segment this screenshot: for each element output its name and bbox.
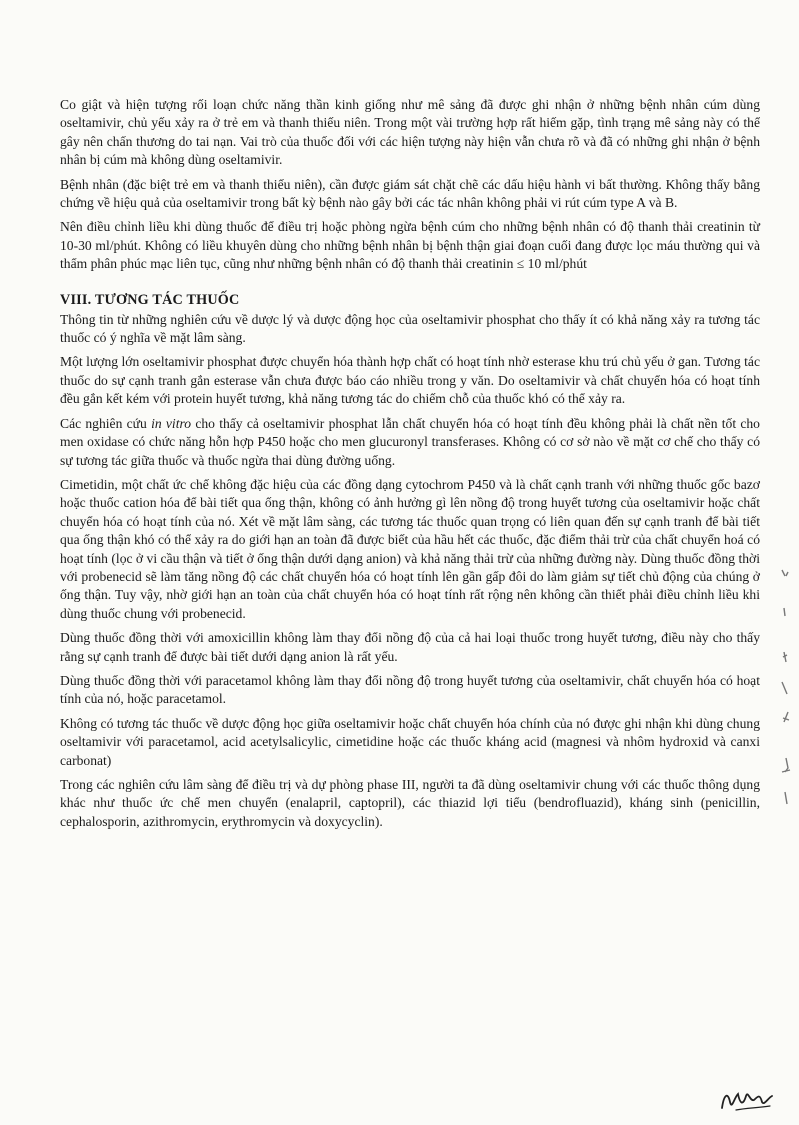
paragraph-interactions-intro: Thông tin từ những nghiên cứu về dược lý và dược động học của oseltamivir phosphat cho thấy ít có khả năng xảy ra tương tác thuốc có ý nghĩa về mặt lâm sàng.	[60, 311, 760, 346]
margin-marks	[772, 560, 799, 830]
paragraph-amoxicillin: Dùng thuốc đồng thời với amoxicillin không làm thay đổi nồng độ của cả hai loại thuốc trong huyết tương, điều này cho thấy rằng sự cạnh tranh để được bài tiết dưới dạng anion là rất yếu.	[60, 630, 760, 664]
in-vitro-italic: in vitro	[151, 415, 192, 431]
paragraph-esterase: Một lượng lớn oseltamivir phosphat được chuyển hóa thành hợp chất có hoạt tính nhờ esterase khu trú chủ yếu ở gan. Tương tác thuốc do sự cạnh tranh gắn esterase vẫn chưa được báo cáo nhiều trong y văn. Do oseltamivir và chất chuyển hóa có hoạt tính đều gắn kết kém với protein huyết tương, khả năng tương tác do chiếm chỗ của thuốc khó có thể xảy ra.	[60, 354, 760, 407]
in-vitro-prefix: Các nghiên cứu	[60, 415, 152, 431]
document-body	[60, 96, 760, 837]
handwritten-initials	[716, 1084, 776, 1114]
in-vitro-rest: cho thấy cả oseltamivir phosphat lẫn chất chuyển hóa có hoạt tính đều không phải là chất nền tốt cho men oxidase có chức năng hỗn hợp P450 hoặc cho men glucuronyl transferases. Không có cơ sở nào về mặt cơ chế cho thấy có sự tương tác giữa thuốc và thuốc ngừa thai dùng đường uống.	[60, 415, 760, 468]
paragraph-monitoring: Bệnh nhân (đặc biệt trẻ em và thanh thiếu niên), cần được giám sát chặt chẽ các dấu hiệu hành vi bất thường. Không thấy bằng chứng về hiệu quả của oseltamivir trong bất kỳ bệnh nào gây bởi các tác nhân không phải vi rút cúm type A và B.	[60, 176, 760, 211]
paragraph-phase-iii: Trong các nghiên cứu lâm sàng để điều trị và dự phòng phase III, người ta đã dùng oseltamivir chung với các thuốc thông dụng khác như thuốc ức chế men chuyển (enalapril, captopril), các thiazid lợi tiểu (bendrofluazid), kháng sinh (penicillin, cephalosporin, azithromycin, erythromycin và doxycyclin).	[60, 777, 760, 829]
paragraph-in-vitro	[60, 415, 760, 470]
paragraph-seizures: Co giật và hiện tượng rối loạn chức năng thần kinh giống như mê sảng đã được ghi nhận ở những bệnh nhân cúm dùng oseltamivir, chủ yếu xảy ra ở trẻ em và thanh thiếu niên. Trong một vài trường hợp rất hiếm gặp, tình trạng mê sảng này có thể gây nên chấn thương do tai nạn. Vai trò của thuốc đối với các hiện tượng này hiện vẫn chưa rõ và đã có những ghi nhận ở bệnh nhân bị cúm mà không dùng oseltamivir.	[60, 97, 760, 168]
section-title: VIII. TƯƠNG TÁC THUỐC	[60, 291, 240, 308]
paragraph-dose-adjustment: Nên điều chỉnh liều khi dùng thuốc để điều trị hoặc phòng ngừa bệnh cúm cho những bệnh nhân có độ thanh thải creatinin từ 10-30 ml/phút. Không có liều khuyên dùng cho những bệnh nhân bị bệnh thận giai đoạn cuối đang được lọc máu thường qui và thẩm phân phúc mạc liên tục, cũng như những bệnh nhân có độ thanh thải creatinin ≤ 10 ml/phút	[60, 219, 760, 272]
paragraph-no-interaction: Không có tương tác thuốc về dược động học giữa oseltamivir hoặc chất chuyển hóa chính của nó được ghi nhận khi dùng chung oseltamivir với paracetamol, acid acetylsalicylic, cimetidine hoặc các thuốc kháng acid (magnesi và nhôm hydroxid và canxi carbonat)	[60, 715, 760, 768]
paragraph-paracetamol: Dùng thuốc đồng thời với paracetamol không làm thay đổi nồng độ trong huyết tương của oseltamivir, chất chuyển hóa có hoạt tính của nó, hoặc paracetamol.	[60, 672, 760, 707]
paragraph-cimetidin: Cimetidin, một chất ức chế không đặc hiệu của các đồng dạng cytochrom P450 và là chất cạnh tranh với những thuốc gốc bazơ hoặc thuốc cation hóa để bài tiết qua ống thận, không có ảnh hưởng gì lên nồng độ trong huyết tương của oseltamivir hoặc chất chuyển hóa có hoạt tính của nó. Xét về mặt lâm sàng, các tương tác thuốc quan trọng có liên quan đến sự cạnh tranh để bài tiết qua ống thận khó có thể xảy ra do giới hạn an toàn đã được biết của hầu hết các thuốc, đặc điểm thải trừ của chất chuyển hoá có hoạt tính (lọc ở vi cầu thận và tiết ở ống thận dưới dạng anion) và khả năng thải trừ của những đường này. Dùng thuốc đồng thời với probenecid sẽ làm tăng nồng độ các chất chuyển hóa có hoạt tính lên gần gấp đôi do làm giảm sự tiết chủ động của chúng ở ống thận. Tuy vậy, nhờ giới hạn an toàn của chất chuyển hóa có hoạt tính rất rộng nên không cần thiết phải điều chỉnh liều khi dùng thuốc chung với probenecid.	[60, 476, 760, 621]
